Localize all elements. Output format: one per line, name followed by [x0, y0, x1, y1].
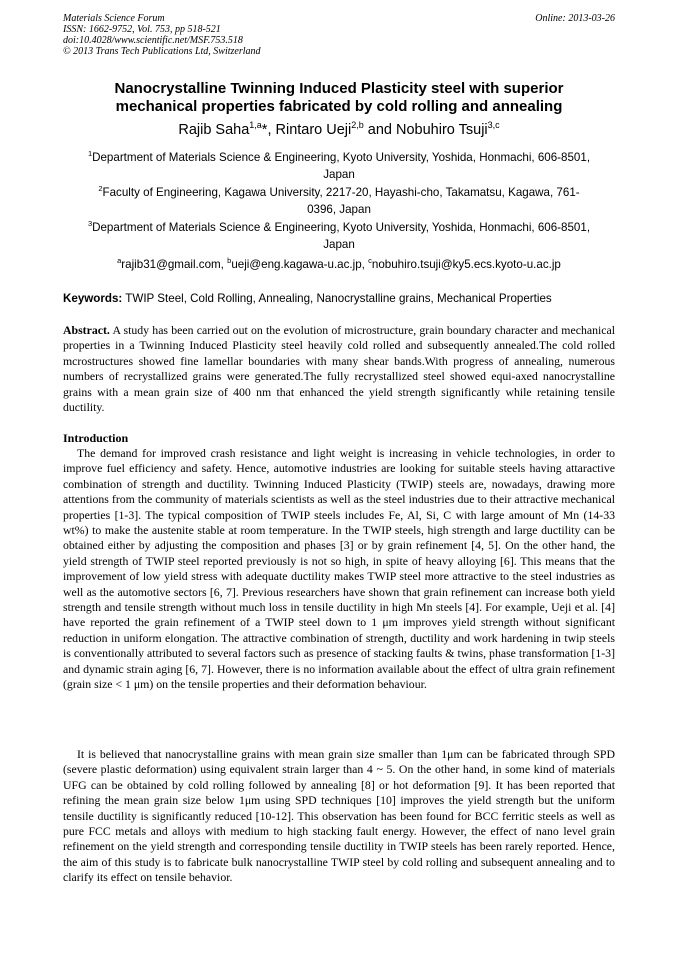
keywords [63, 290, 623, 307]
online-date: Online: 2013-03-26 [535, 13, 615, 24]
keywords-label: Keywords: [63, 292, 123, 305]
email-superscript: a [117, 256, 122, 265]
affiliation-2 [63, 184, 615, 218]
affiliation-text-cont: 0396, Japan [307, 203, 371, 216]
affiliation-text: Department of Materials Science & Engineering, Kyoto University, Yoshida, Honmachi, 606-8501, [92, 221, 591, 234]
abstract-text: A study has been carried out on the evolution of microstructure, grain boundary character and mechanical properties in a Twinning Induced Plasticity steel heavily cold rolled and subsequently annealed.The cold rolled mcrostructures showed fine lamellar boundaries with many shear bands.With progress of annealing, numerous numbers of recrystallized grains were generated.The fully recrystallized steel showed equi-axed nanocrystalline grains with a mean grain size of 400 nm that enhanced the yield strength significantly while retaining tensile ductility. [63, 323, 615, 415]
abstract [63, 323, 615, 415]
author-list [60, 121, 618, 139]
introduction-heading: Introduction [63, 431, 129, 445]
affiliation-3 [63, 219, 615, 253]
email-list [63, 256, 615, 273]
title-line-1: Nanocrystalline Twinning Induced Plasticity steel with superior [114, 80, 564, 97]
author-superscript: 1,a [249, 120, 262, 130]
author-name: Rintaro Ueji [275, 122, 352, 138]
author-separator: and [363, 122, 397, 138]
affiliation-superscript: 3 [87, 219, 93, 228]
affiliation-text: Department of Materials Science & Engineering, Kyoto University, Yoshida, Honmachi, 606-8501, [92, 151, 591, 164]
email-address: nobuhiro.tsuji@ky5.ecs.kyoto-u.ac.jp [371, 258, 561, 271]
journal-header [63, 13, 615, 57]
affiliation-text-cont: Japan [323, 238, 355, 251]
email-address: rajib31@gmail.com, [121, 258, 228, 271]
title-line-2: mechanical properties fabricated by cold rolling and annealing [115, 98, 563, 115]
affiliation-1 [63, 149, 615, 183]
affiliation-text-cont: Japan [323, 168, 355, 181]
journal-issn: ISSN: 1662-9752, Vol. 753, pp 518-521 [63, 24, 221, 35]
introduction-paragraph-1: The demand for improved crash resistance and light weight is increasing in vehicle technologies, in order to improve fuel efficiency and safety. Hence, automotive industries are looking for suitable steels having attaractive combination of strength and ductility. Twinning Induced Plasticity (TWIP) steels are, nowadays, drawing more attentions from the community of materials scientists as well as the steel industries due to their attractive mechanical properties [1-3]. The typical composition of TWIP steels includes Fe, Al, Si, C with large amount of Mn (14-33 wt%) to make the austenite stable at room temperature. In the TWIP steels, high strength and large ductility can be obtained either by adjusting the composition and phases [3] or by grain refinement [4, 5]. On the other hand, the yield strength of TWIP steel reported previously is not so high, in spite of heavy alloying [6]. This means that the improvement of low yield stress with adequate ductility makes TWIP steel more attractive to the steel industries as well as the automotive sectors [6, 7]. Previous researchers have shown that grain refinement can increase both yield strength and tensile strength without much loss in tensile ductility in high Mn steels [4]. For example, Ueji et al. [4] have reported the grain refinement of a TWIP steel down to 1 μm improves yield strength without significant reduction in uniform elongation. The attractive combination of strength, ductility and work hardening in twip steels is conventionally attributed to several factors such as presence of stacking faults & twins, phase transformation [1-3] and dynamic strain aging [6, 7]. However, there is no information available about the effect of ultra grain refinement (grain size < 1 μm) on the tensile properties and their deformation behaviour. [63, 446, 615, 692]
journal-name: Materials Science Forum [63, 13, 165, 24]
introduction-paragraph-2: It is believed that nanocrystalline grains with mean grain size smaller than 1μm can be fabricated through SPD (severe plastic deformation) using equivalent strain larger than 4 ~ 5. On the other hand, in some kind of materials UFG can be obtained by cold rolling followed by annealing [8] or hot deformation [9]. It has been reported that refining the mean grain size below 1μm using SPD techniques [10] improves the yield strength but the uniform tensile ductility is significantly reduced [10-12]. This observation has been found for BCC ferritic steels as well as pure FCC metals and alloys with medium to high stacking fault energy. However, the effect of nano level grain refinement on the yield strength and corresponding tensile ductility in TWIP steels has been rarely reported. Hence, the aim of this study is to fabricate bulk nanocrystalline TWIP steel by cold rolling and subsequent annealing and to clarify its effect on tensile behavior. [63, 747, 615, 885]
affiliation-superscript: 1 [87, 149, 93, 158]
keywords-text: TWIP Steel, Cold Rolling, Annealing, Nanocrystalline grains, Mechanical Properties [125, 292, 552, 305]
author-superscript: 3,c [487, 120, 500, 130]
author-superscript: 2,b [351, 120, 364, 130]
author-name: Nobuhiro Tsuji [396, 122, 488, 138]
affiliation-text: Faculty of Engineering, Kagawa University, 2217-20, Hayashi-cho, Takamatsu, Kagawa, 761- [102, 186, 580, 199]
journal-copyright: © 2013 Trans Tech Publications Ltd, Switzerland [63, 46, 261, 57]
email-superscript: b [227, 256, 232, 265]
journal-doi: doi:10.4028/www.scientific.net/MSF.753.518 [63, 35, 243, 46]
email-superscript: c [368, 256, 372, 265]
author-name: Rajib Saha [178, 122, 250, 138]
abstract-label: Abstract. [63, 323, 110, 337]
email-address: ueji@eng.kagawa-u.ac.jp, [231, 258, 369, 271]
author-separator: *, [261, 122, 276, 138]
paper-title [60, 80, 618, 116]
affiliation-superscript: 2 [98, 184, 103, 193]
